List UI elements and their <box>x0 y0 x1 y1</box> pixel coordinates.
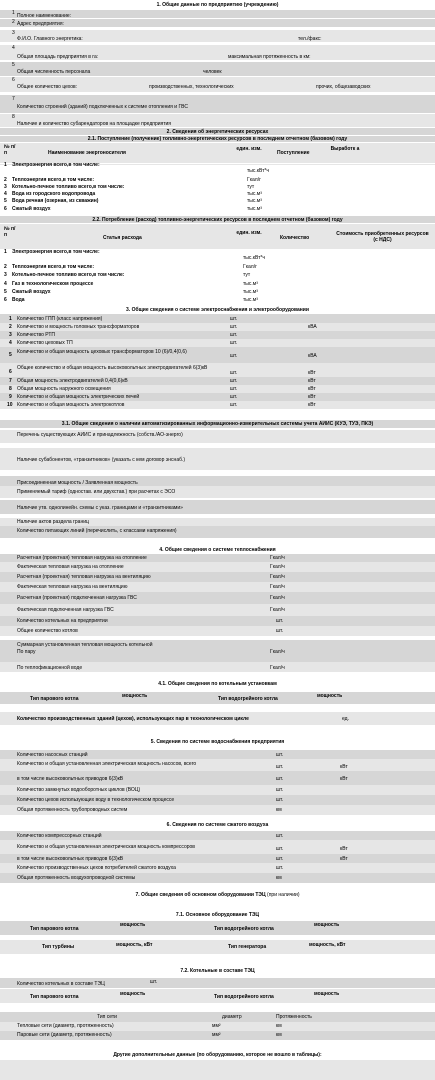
expense-name: Котельно-печное топливо всего,в том числе: <box>12 272 125 278</box>
section-3-title: 3. Общие сведения о системе электроснабжения и электрооборудовании <box>126 307 309 313</box>
row-number: 7 <box>9 378 12 384</box>
unit-cell: шт. <box>276 764 284 770</box>
water-workshops-label: Количество цехов использующих воду в технологическом процессе <box>17 797 175 803</box>
phone-fax-label: тел./факс: <box>298 36 322 42</box>
unit-cell: тыс.м³ <box>247 198 262 204</box>
unit-cell: Гкал/ч <box>270 649 285 655</box>
row-number: 5 <box>4 289 7 295</box>
row-number: 2 <box>4 264 7 270</box>
hot-water-label: По теплофикационной воде <box>17 665 83 671</box>
aiis-list-label: Перечень существующих АИИС и принадлежность (собств./АО-энерго) <box>17 432 183 438</box>
unit-cell: Гкал/ч <box>270 607 285 613</box>
feeder-lines-label: Количество питающих линий (перечислить, с классами напряжения) <box>17 528 177 534</box>
row-number: 3 <box>12 30 15 36</box>
gpp-label: Количество ГПП (класс напряжения) <box>17 316 103 322</box>
lv-motors-label: Общая мощность электродвигателей 0,4(0,6)кВ <box>17 378 128 384</box>
row-number: 1 <box>4 162 7 168</box>
table-header <box>0 1012 435 1022</box>
unit-cell: шт. <box>276 787 284 793</box>
col-unit-header: един. изм. <box>236 146 262 152</box>
unit-cell: шт. <box>230 340 238 346</box>
single-line-scheme-label: Наличие утв. однолинейн. схемы с указ. границами и «транзитниками» <box>17 505 183 511</box>
unit-cell-2: кВт <box>308 370 316 376</box>
row-number: 4 <box>12 45 15 51</box>
network-type-header: Тип сети <box>97 1014 117 1020</box>
chief-engineer-label: Ф.И.О. Главного энергетика: <box>17 36 83 42</box>
boundary-acts-label: Наличие актов раздела границ <box>17 519 89 525</box>
section-7-1-title: 7.1. Основное оборудование ТЭЦ <box>175 912 260 918</box>
steam-label: По пару <box>17 649 36 655</box>
hv-drives-label: в том числе высоковольтных приводов 6(3)кВ <box>17 776 124 782</box>
heat-load-label: Фактическая тепловая нагрузка на вентиляцию <box>17 584 128 590</box>
unit-cell-2: кВт <box>308 386 316 392</box>
unit-cell: ед. <box>342 716 349 722</box>
unit-cell: шт. <box>230 324 238 330</box>
section-6-title: 6. Сведения по системе сжатого воздуха <box>166 822 269 828</box>
unit-cell: тыс.м³ <box>243 281 258 287</box>
section-5-title: 5. Сведения по системе водоснабжения предприятия <box>150 739 285 745</box>
unit-cell: шт. <box>276 797 284 803</box>
section-7-title-text: 7. Общие сведения об основном оборудовании ТЭЦ <box>135 892 266 898</box>
turbine-power-header: мощность, кВт <box>116 942 153 948</box>
section-4-1-title: 4.1. Общие сведения по котельным установкам <box>158 681 277 687</box>
row-number: 3 <box>9 332 12 338</box>
col-num-header: № п/п <box>4 226 16 238</box>
pump-stations-label: Количество насосных станций <box>17 752 88 758</box>
capacity-header: мощность <box>122 693 148 699</box>
unit-cell-2: км <box>276 1032 282 1038</box>
unit-cell: тыс.м³ <box>243 289 258 295</box>
unit-cell: тут <box>243 272 251 278</box>
unit-cell: шт. <box>230 402 238 408</box>
form-row[interactable] <box>0 19 435 27</box>
row-number: 4 <box>4 191 7 197</box>
col-name-header: Статья расхода <box>103 235 142 241</box>
section-1-title: 1. Общие данные по предприятию (учреждению) <box>156 2 279 8</box>
unit-cell-2: кВА <box>308 353 317 359</box>
unit-cell: шт. <box>276 833 284 839</box>
unit-cell-2: кВт <box>340 764 348 770</box>
compressor-stations-label: Количество компрессорных станций <box>17 833 102 839</box>
other-workshops-label: прочих, общезаводских <box>316 84 371 90</box>
section-4-title: 4. Общие сведения о системе теплоснабжения <box>159 547 276 553</box>
unit-cell: тыс.м³ <box>247 191 262 197</box>
col-in-header: Поступление <box>277 150 310 156</box>
water-boiler-type-header: Тип водогрейного котла <box>214 926 274 932</box>
expense-name: Газ в технологическом процессе <box>12 281 94 287</box>
row-number: 8 <box>9 386 12 392</box>
row-number: 5 <box>12 62 15 68</box>
staff-count-label: Общая численность персонала <box>17 69 91 75</box>
connected-power-label: Присоединенная мощность / Заявленная мощность <box>17 480 138 486</box>
hv-motors-label: Общее количество и общая мощность высоковольтных электродвигателей 6(3)кВ <box>17 365 208 371</box>
steam-boiler-type-header: Тип парового котла <box>30 926 79 932</box>
hv-drives-label: в том числе высоковольтных приводов 6(3)кВ <box>17 856 124 862</box>
resource-name: Вода речная (озерная, из скважин) <box>12 198 99 204</box>
row-number: 1 <box>9 316 12 322</box>
row-number: 6 <box>12 77 15 83</box>
col-name-header: Наименование энергоносителя <box>48 150 126 156</box>
unit-cell: шт. <box>230 394 238 400</box>
unit-cell-2: кВт <box>308 394 316 400</box>
pumps-power-label: Количество и общая установленная электрическая мощность насосов, всего <box>17 761 197 767</box>
row-number: 2 <box>9 324 12 330</box>
heat-load-label: Расчетная (проектная) тепловая нагрузка на вентиляцию <box>17 574 151 580</box>
unit-cell: Гкал/ч <box>270 574 285 580</box>
unit-cell: тыс.кВт*ч <box>247 168 269 174</box>
row-number: 1 <box>12 10 15 16</box>
unit-cell: Гкал/ч <box>270 665 285 671</box>
row-number: 6 <box>9 369 12 375</box>
length-header: Протяженность <box>276 1014 312 1020</box>
unit-cell-2: кВт <box>340 856 348 862</box>
unit-cell: шт. <box>230 332 238 338</box>
unit-cell-2: кВт <box>340 776 348 782</box>
resource-name: Теплоэнергия всего,в том числе: <box>12 177 94 183</box>
heat-load-label: Фактическая подключенная нагрузка ГВС <box>17 607 114 613</box>
generator-type-header: Тип генератора <box>228 944 267 950</box>
air-consumers-label: Количество производственных цехов потребителей сжатого воздуха <box>17 865 176 871</box>
unit-cell: шт. <box>230 316 238 322</box>
unit-cell: тыс.м³ <box>247 206 262 212</box>
boiler-houses-label: Количество котельных на предприятии <box>17 618 108 624</box>
col-out-header: Выработк а <box>330 146 360 152</box>
capacity-header: мощность <box>314 991 340 997</box>
row-number: 2 <box>12 19 15 25</box>
resource-name: Сжатый воздух <box>12 206 51 212</box>
resource-name: Котельно-печное топливо всего,в том числе: <box>12 184 125 190</box>
unit-cell: шт. <box>276 752 284 758</box>
unit-cell: шт. <box>230 378 238 384</box>
section-2-title: 2. Сведения об энергетических ресурсах <box>166 129 269 135</box>
capacity-header: мощность <box>120 991 146 997</box>
capacity-header: мощность <box>317 693 343 699</box>
max-length-label: максимальная протяженность в км: <box>228 54 311 60</box>
row-number: 7 <box>12 96 15 102</box>
section-3-1-title: 3.1. Общие сведения о наличии автоматизированных информационно-измерительных системы учета АИИС (КУЭ, ТУЭ, ПКЭ) <box>61 421 374 427</box>
pipelines-length-label: Общая протяженность трубопроводных систем <box>17 807 128 813</box>
row-number: 5 <box>4 198 7 204</box>
row-number: 9 <box>9 394 12 400</box>
unit-cell: тыс.кВт*ч <box>243 255 265 261</box>
col-cost-header: Стоимость приобретенных ресурсов (с НДС) <box>336 231 429 243</box>
diameter-header: диаметр <box>222 1014 242 1020</box>
tp-label: Количество цеховых ТП <box>17 340 73 346</box>
row-number: 4 <box>4 281 7 287</box>
total-capacity-label: Суммарная установленная тепловая мощность котельной <box>17 642 153 648</box>
water-boiler-type-header: Тип водогрейного котла <box>218 696 278 702</box>
form-row[interactable] <box>0 331 435 339</box>
unit-cell: шт. <box>230 386 238 392</box>
expense-name: Электроэнергия всего,в том числе: <box>12 249 100 255</box>
section-7-2-title: 7.2. Котельные в составе ТЭЦ <box>180 968 255 974</box>
section-2-2-title: 2.2. Потребление (расход) топливно-энергетических ресурсов в последнем отчетном (базовом) году <box>92 217 343 223</box>
rtp-label: Количество РТП <box>17 332 55 338</box>
heat-load-label: Фактическая тепловая нагрузка на отопление <box>17 564 124 570</box>
steam-boiler-type-header: Тип парового котла <box>30 994 79 1000</box>
col-unit-header: един. изм. <box>236 230 262 236</box>
tariff-label: Применяемый тариф (одностав. или двухстав.) при расчетах с ЭСО <box>17 489 176 495</box>
steam-boiler-type-header: Тип парового котла <box>30 696 79 702</box>
boilers-count-label: Общее количество котлов <box>17 628 78 634</box>
row-number: 2 <box>4 177 7 183</box>
unit-cell: Гкал/ч <box>270 564 285 570</box>
unit-cell: шт. <box>276 618 284 624</box>
unit-cell: шт. <box>276 856 284 862</box>
main-transformers-label: Количество и мощность головных трансформаторов <box>17 324 140 330</box>
unit-cell: шт. <box>230 370 238 376</box>
address-label: Адрес предприятия: <box>17 21 64 27</box>
steam-network-label: Паровые сети (диаметр, протяженность) <box>17 1032 112 1038</box>
col-qty-header: Количество <box>280 235 310 241</box>
row-number: 6 <box>4 206 7 212</box>
row-number: 5 <box>9 352 12 358</box>
generator-power-header: мощность, кВт <box>309 942 346 948</box>
buildings-label: Количество строений (зданий) подключенных к системе отопления и ГВС <box>17 104 188 110</box>
unit-cell: мм² <box>212 1023 221 1029</box>
unit-cell: км <box>276 875 282 881</box>
heat-network-label: Тепловые сети (диаметр, протяженность) <box>17 1023 114 1029</box>
turbine-type-header: Тип турбины <box>42 944 75 950</box>
unit-cell: шт. <box>230 353 238 359</box>
unit-cell: тыс.м³ <box>243 297 258 303</box>
electric-furnaces-label: Количество и общая мощность электрических печей <box>17 394 140 400</box>
unit-cell: Гкал/ч <box>270 595 285 601</box>
unit-cell-2: кВА <box>308 324 317 330</box>
subtenants-label: Наличие и количество субарендаторов на площадке предприятия <box>17 121 172 127</box>
area-label: Общая площадь предприятия в га: <box>17 54 99 60</box>
unit-cell: Гкал/ч <box>270 555 285 561</box>
row-number: 8 <box>12 114 15 120</box>
expense-name: Вода <box>12 297 25 303</box>
additional-data-field[interactable] <box>0 1060 435 1080</box>
air-pipelines-label: Общая протяженность воздухопроводной системы <box>17 875 136 881</box>
resource-name: Электроэнергия всего,в том числе: <box>12 162 100 168</box>
unit-cell: шт. <box>276 865 284 871</box>
row-number: 10 <box>7 402 13 408</box>
production-workshops-label: производственных, технологических <box>149 84 234 90</box>
unit-cell: шт. <box>276 628 284 634</box>
compressors-power-label: Количество и общая установленная электрическая мощность компрессоров <box>17 844 195 850</box>
capacity-header: мощность <box>120 922 146 928</box>
expense-name: Теплоэнергия всего,в том числе: <box>12 264 94 270</box>
row-number: 1 <box>4 249 7 255</box>
subscribers-label: Наличие субабонентов, «транзитников» (указать с кем договор энснаб.) <box>17 457 186 463</box>
unit-cell: тут <box>247 184 255 190</box>
full-name-label: Полное наименование: <box>17 13 72 19</box>
row-number: 3 <box>4 184 7 190</box>
unit-cell: Гкал/г <box>243 264 257 270</box>
unit-cell: шт. <box>150 979 158 985</box>
unit-cell-2: кВт <box>308 402 316 408</box>
unit-cell: шт. <box>276 846 284 852</box>
resource-name: Вода из городского водопровода <box>12 191 96 197</box>
heat-load-label: Расчетная (проектная) подключенная нагрузка ГВС <box>17 595 137 601</box>
row-number: 3 <box>4 272 7 278</box>
unit-cell: мм² <box>212 1032 221 1038</box>
unit-cell-2: кВт <box>340 846 348 852</box>
unit-cell-2: кВт <box>308 378 316 384</box>
steam-workshops-label: Количество производственных зданий (цехов), использующих пар в технологическом цикле <box>17 716 249 722</box>
section-7-title <box>0 892 435 898</box>
unit-cell: км <box>276 807 282 813</box>
tpp-boiler-houses-label: Количество котельных в составе ТЭЦ <box>17 981 105 987</box>
water-boiler-type-header: Тип водогрейного котла <box>214 994 274 1000</box>
section-2-1-title: 2.1. Поступление (получение) топливно-энергетических ресурсов в последнем отчетном (базовом) году <box>87 136 348 142</box>
expense-name: Сжатый воздух <box>12 289 51 295</box>
unit-cell: шт. <box>276 776 284 782</box>
shop-transformers-label: Количество и общая мощность цеховых трансформаторов 10 (6)/0,4(0,6) <box>17 349 187 355</box>
staff-unit-label: человек <box>203 69 222 75</box>
row-number: 4 <box>9 340 12 346</box>
electric-boilers-label: Количество и общая мощность электрокотлов <box>17 402 125 408</box>
outdoor-lighting-label: Общая мощность наружного освещения <box>17 386 111 392</box>
col-num-header: № п/п <box>4 144 16 156</box>
capacity-header: мощность <box>314 922 340 928</box>
unit-cell-2: км <box>276 1023 282 1029</box>
closed-cycles-label: Количество замкнутых водооборотных циклов (ВОЦ) <box>17 787 141 793</box>
unit-cell: Гкал/ч <box>270 584 285 590</box>
row-number: 6 <box>4 297 7 303</box>
section-7-note: (при наличии) <box>267 892 300 898</box>
workshops-label: Общее количество цехов: <box>17 84 78 90</box>
heat-load-label: Расчетная (проектная) тепловая нагрузка на отопление <box>17 555 147 561</box>
unit-cell: Гкал/г <box>247 177 261 183</box>
additional-data-label: Другие дополнительные данные (по оборудованию, которое не вошло в таблицы): <box>113 1052 322 1058</box>
